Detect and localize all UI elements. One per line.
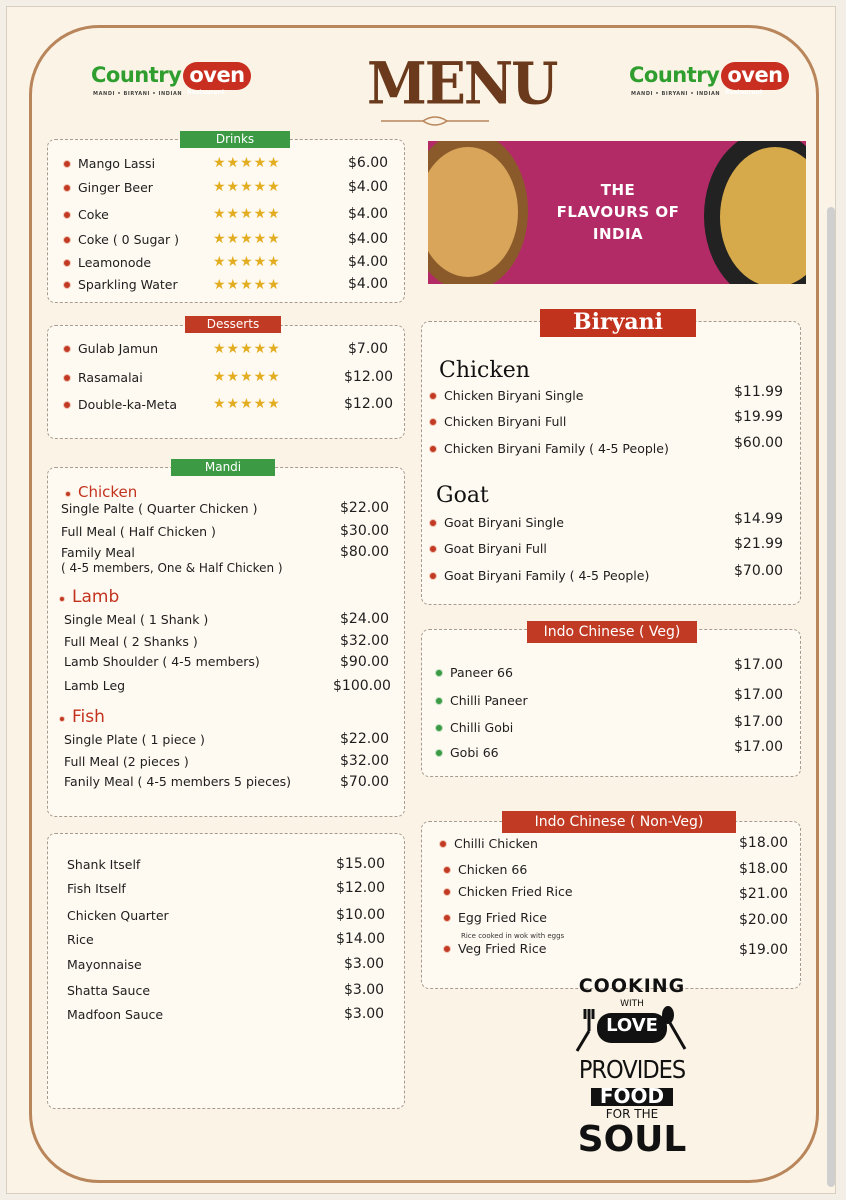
biryani-item: Goat Biryani Full: [429, 541, 547, 556]
mandi-price: $32.00: [340, 753, 389, 769]
nonveg-item: Chilli Chicken: [439, 836, 538, 851]
chili-bullet-icon: [429, 519, 437, 527]
slogan-cooking: COOKING: [578, 975, 686, 997]
biryani-item: Goat Biryani Single: [429, 515, 564, 530]
drinks-label: Drinks: [180, 131, 290, 148]
chili-bullet-icon: [63, 211, 71, 219]
vertical-scrollbar[interactable]: [827, 207, 835, 1187]
veg-price: $17.00: [734, 714, 783, 730]
green-chili-bullet-icon: [435, 724, 443, 732]
drink-price: $6.00: [348, 155, 389, 171]
mandi-price: $24.00: [340, 611, 389, 627]
cooking-with-love-graphic: [567, 975, 697, 1160]
extra-item: Shatta Sauce: [67, 983, 151, 998]
slogan-love: LOVE: [606, 1015, 658, 1036]
drink-item: Leamonode: [63, 255, 151, 270]
rating-stars: ★★★★★: [213, 277, 281, 293]
chili-bullet-icon: [429, 572, 437, 580]
brand-word-1: Country: [91, 63, 182, 87]
biryani-price: $21.99: [734, 536, 783, 552]
drink-price: $4.00: [348, 231, 389, 247]
extra-price: $3.00: [344, 982, 385, 998]
dessert-price: $7.00: [348, 341, 389, 357]
mandi-chicken-heading: Chicken: [65, 483, 137, 501]
biryani-goat-heading: Goat: [436, 483, 489, 508]
chili-bullet-icon: [429, 445, 437, 453]
mandi-price: $22.00: [340, 500, 389, 516]
veg-price: $17.00: [734, 739, 783, 755]
biryani-price: $19.99: [734, 409, 783, 425]
extra-price: $14.00: [336, 931, 385, 947]
biryani-price: $14.99: [734, 511, 783, 527]
drink-item: Coke: [63, 207, 109, 222]
drink-item: Coke ( 0 Sugar ): [63, 232, 179, 247]
chili-bullet-icon: [59, 716, 65, 722]
nonveg-item: Egg Fried Rice: [443, 910, 547, 925]
brand-word-1: Country: [629, 63, 720, 87]
chili-bullet-icon: [429, 392, 437, 400]
biryani-chicken-heading: Chicken: [439, 358, 530, 383]
banner-line-3: INDIA: [592, 225, 644, 243]
nonveg-price: $21.00: [739, 886, 788, 902]
mandi-price: $90.00: [340, 654, 389, 670]
green-chili-bullet-icon: [435, 749, 443, 757]
menu-page: [6, 6, 836, 1194]
biryani-label: Biryani: [540, 309, 696, 337]
rating-stars: ★★★★★: [213, 254, 281, 270]
flavours-banner: [428, 141, 806, 284]
banner-line-1: THE: [600, 181, 636, 199]
mandi-item: Full Meal ( 2 Shanks ): [64, 634, 198, 649]
chili-bullet-icon: [443, 914, 451, 922]
chili-bullet-icon: [63, 281, 71, 289]
veg-price: $17.00: [734, 657, 783, 673]
brand-tagline: MANDI • BIRYANI • INDIAN: [631, 91, 721, 97]
nonveg-price: $19.00: [739, 942, 788, 958]
extra-price: $3.00: [344, 956, 385, 972]
mandi-lamb-heading: Lamb: [59, 587, 119, 607]
veg-item: Chilli Paneer: [435, 693, 528, 708]
drink-item: Mango Lassi: [63, 156, 155, 171]
rating-stars: ★★★★★: [213, 369, 281, 385]
rating-stars: ★★★★★: [213, 155, 281, 171]
page-title: MENU: [367, 48, 557, 118]
nonveg-item: Veg Fried Rice: [443, 941, 546, 956]
nonveg-item: Chicken Fried Rice: [443, 884, 573, 899]
desserts-label: Desserts: [185, 316, 281, 333]
chili-bullet-icon: [443, 866, 451, 874]
slogan-provides: PROVIDES: [578, 1055, 686, 1084]
chili-bullet-icon: [63, 184, 71, 192]
extra-item: Mayonnaise: [67, 957, 142, 972]
drink-price: $4.00: [348, 206, 389, 222]
extra-item: Rice: [67, 932, 94, 947]
veg-price: $17.00: [734, 687, 783, 703]
biryani-price: $70.00: [734, 563, 783, 579]
slogan-for-the: FOR THE: [605, 1107, 659, 1121]
rating-stars: ★★★★★: [213, 341, 281, 357]
chili-bullet-icon: [59, 596, 65, 602]
mandi-item: Lamb Leg: [64, 678, 126, 693]
rating-stars: ★★★★★: [213, 396, 281, 412]
rating-stars: ★★★★★: [213, 206, 281, 222]
drink-price: $4.00: [348, 276, 389, 292]
mandi-item: Single Palte ( Quarter Chicken ): [61, 501, 258, 516]
biryani-price: $60.00: [734, 435, 783, 451]
chili-bullet-icon: [443, 945, 451, 953]
dessert-price: $12.00: [344, 396, 393, 412]
mandi-family-note: ( 4-5 members, One & Half Chicken ): [61, 561, 283, 575]
extra-price: $3.00: [344, 1006, 385, 1022]
biryani-item: Chicken Biryani Family ( 4-5 People): [429, 441, 669, 456]
brand-tagline: MANDI • BIRYANI • INDIAN: [93, 91, 183, 97]
biryani-item: Goat Biryani Family ( 4-5 People): [429, 568, 649, 583]
indo-nonveg-label: Indo Chinese ( Non-Veg): [502, 811, 736, 833]
mandi-item: Family Meal: [61, 545, 135, 560]
brand-word-2: oven: [721, 62, 788, 90]
mandi-price: $22.00: [340, 731, 389, 747]
mandi-fish-heading: Fish: [59, 707, 105, 727]
indo-veg-label: Indo Chinese ( Veg): [527, 621, 697, 643]
nonveg-price: $20.00: [739, 912, 788, 928]
extra-item: Shank Itself: [67, 857, 141, 872]
biryani-item: Chicken Biryani Single: [429, 388, 583, 403]
extra-item: Madfoon Sauce: [67, 1007, 164, 1022]
mandi-item: Full Meal ( Half Chicken ): [61, 524, 216, 539]
brand-logo-right: [629, 51, 783, 107]
dessert-item: Rasamalai: [63, 370, 143, 385]
chili-bullet-icon: [63, 401, 71, 409]
chili-bullet-icon: [429, 418, 437, 426]
banner-line-2: FLAVOURS OF: [556, 203, 680, 221]
slogan-soul: SOUL: [577, 1119, 687, 1160]
slogan-food: FOOD: [599, 1084, 665, 1108]
title-underline-ornament: [379, 115, 491, 127]
brand-word-2: oven: [183, 62, 250, 90]
chili-bullet-icon: [65, 491, 71, 497]
biryani-price: $11.99: [734, 384, 783, 400]
chili-bullet-icon: [63, 345, 71, 353]
green-chili-bullet-icon: [435, 669, 443, 677]
veg-item: Paneer 66: [435, 665, 513, 680]
rating-stars: ★★★★★: [213, 231, 281, 247]
chili-bullet-icon: [443, 888, 451, 896]
biryani-item: Chicken Biryani Full: [429, 414, 566, 429]
green-chili-bullet-icon: [435, 697, 443, 705]
mandi-item: Full Meal (2 pieces ): [64, 754, 189, 769]
extra-price: $10.00: [336, 907, 385, 923]
drink-item: Ginger Beer: [63, 180, 153, 195]
extra-item: Fish Itself: [67, 881, 126, 896]
mandi-price: $80.00: [340, 544, 389, 560]
chili-bullet-icon: [429, 545, 437, 553]
dessert-item: Double-ka-Meta: [63, 397, 177, 412]
mandi-item: Single Meal ( 1 Shank ): [64, 612, 209, 627]
chili-bullet-icon: [63, 374, 71, 382]
nonveg-price: $18.00: [739, 861, 788, 877]
drink-price: $4.00: [348, 254, 389, 270]
dessert-item: Gulab Jamun: [63, 341, 158, 356]
brand-restaurant: Restaurant: [187, 89, 225, 96]
dessert-price: $12.00: [344, 369, 393, 385]
chili-bullet-icon: [63, 259, 71, 267]
mandi-price: $70.00: [340, 774, 389, 790]
brand-restaurant: Restaurant: [725, 89, 763, 96]
mandi-item: Single Plate ( 1 piece ): [64, 732, 205, 747]
drink-price: $4.00: [348, 179, 389, 195]
chili-bullet-icon: [439, 840, 447, 848]
brand-logo-left: [91, 51, 245, 107]
veg-item: Chilli Gobi: [435, 720, 513, 735]
extra-item: Chicken Quarter: [67, 908, 169, 923]
chili-bullet-icon: [63, 236, 71, 244]
nonveg-price: $18.00: [739, 835, 788, 851]
chili-bullet-icon: [63, 160, 71, 168]
nonveg-item: Chicken 66: [443, 862, 527, 877]
extra-price: $12.00: [336, 880, 385, 896]
veg-item: Gobi 66: [435, 745, 499, 760]
egg-fried-rice-note: Rice cooked in wok with eggs: [461, 932, 565, 940]
mandi-item: Fanily Meal ( 4-5 members 5 pieces): [64, 774, 292, 789]
mandi-price: $30.00: [340, 523, 389, 539]
mandi-label: Mandi: [171, 459, 275, 476]
mandi-price: $100.00: [333, 678, 391, 694]
extra-price: $15.00: [336, 856, 385, 872]
rating-stars: ★★★★★: [213, 179, 281, 195]
banner-text: [538, 179, 698, 245]
slogan-with: WITH: [620, 999, 644, 1009]
mandi-item: Lamb Shoulder ( 4-5 members): [64, 654, 260, 669]
mandi-price: $32.00: [340, 633, 389, 649]
drink-item: Sparkling Water: [63, 277, 178, 292]
